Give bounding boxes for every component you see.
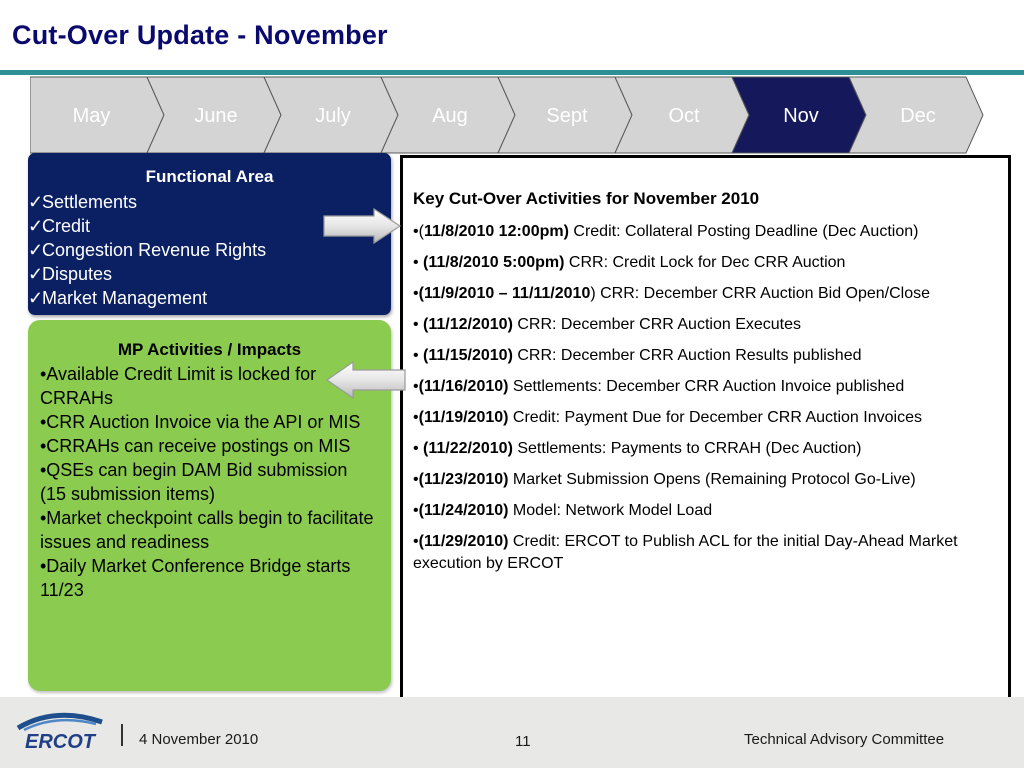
page-title: Cut-Over Update - November bbox=[12, 20, 388, 50]
key-activity-bullet: • bbox=[413, 347, 424, 364]
checkmark-icon: ✓ bbox=[28, 216, 44, 236]
mp-activity-item: •QSEs can begin DAM Bid submission (15 submission items) bbox=[40, 460, 348, 504]
functional-area-item bbox=[28, 286, 391, 310]
key-activity-date: (11/9/2010 – 11/11/2010 bbox=[418, 285, 591, 302]
key-activity-text: Settlements: December CRR Auction Invoice published bbox=[508, 378, 905, 395]
key-activity-text: Market Submission Opens (Remaining Protocol Go-Live) bbox=[508, 471, 916, 488]
key-activity-item bbox=[413, 221, 1005, 243]
key-activity-date: (11/16/2010) bbox=[418, 378, 509, 395]
timeline-month-label: Nov bbox=[783, 105, 819, 127]
key-activity-date: (11/22/2010) bbox=[423, 440, 513, 457]
key-activity-bullet: • bbox=[413, 285, 419, 302]
key-activity-item bbox=[413, 438, 1005, 460]
key-activity-date: (11/15/2010) bbox=[423, 347, 513, 364]
checkmark-icon: ✓ bbox=[28, 264, 44, 284]
key-activity-bullet: • bbox=[413, 409, 419, 426]
month-timeline-chevrons bbox=[30, 76, 1005, 154]
timeline-month-label: Oct bbox=[668, 105, 700, 127]
key-activity-bullet: • bbox=[413, 502, 419, 519]
functional-area-item bbox=[28, 262, 391, 286]
mp-activities-heading: MP Activities / Impacts bbox=[117, 340, 302, 359]
key-activity-text: Model: Network Model Load bbox=[508, 502, 713, 519]
timeline-month-label: Aug bbox=[432, 105, 468, 127]
key-activity-text: Credit: Collateral Posting Deadline (Dec Auction) bbox=[568, 223, 919, 240]
checkmark-icon: ✓ bbox=[28, 240, 44, 260]
timeline-month-label: Dec bbox=[900, 105, 936, 127]
key-activity-bullet: • bbox=[413, 378, 419, 395]
key-activities-list bbox=[413, 221, 1005, 584]
timeline-month-label: June bbox=[194, 105, 238, 127]
checkmark-icon: ✓ bbox=[28, 288, 44, 308]
right-arrow-icon bbox=[322, 207, 402, 245]
key-activities-box bbox=[400, 155, 1011, 702]
functional-area-item-label: Credit bbox=[42, 216, 91, 236]
key-activities-heading: Key Cut-Over Activities for November 2010 bbox=[413, 189, 760, 208]
key-activity-item bbox=[413, 531, 1005, 575]
checkmark-icon: ✓ bbox=[28, 192, 44, 212]
key-activity-text: CRR: December CRR Auction Executes bbox=[512, 316, 802, 333]
timeline-month-label: July bbox=[315, 105, 351, 127]
key-activity-bullet: • bbox=[413, 316, 424, 333]
key-activity-date: (11/23/2010) bbox=[418, 471, 509, 488]
mp-activity-item: •Daily Market Conference Bridge starts 11/23 bbox=[40, 556, 351, 600]
key-activity-text: Settlements: Payments to CRRAH (Dec Auction) bbox=[512, 440, 862, 457]
key-activity-item bbox=[413, 283, 1005, 305]
key-activity-text: CRR: December CRR Auction Results published bbox=[512, 347, 862, 364]
left-arrow-icon bbox=[325, 360, 407, 400]
key-activity-date: (11/12/2010) bbox=[423, 316, 513, 333]
footer-separator bbox=[121, 724, 123, 746]
key-activity-date: (11/29/2010) bbox=[418, 533, 509, 550]
key-activity-date: (11/8/2010 5:00pm) bbox=[423, 254, 565, 271]
mp-activity-item: •CRRAHs can receive postings on MIS bbox=[40, 436, 351, 456]
key-activity-bullet: •( bbox=[413, 223, 424, 240]
functional-area-item-label: Disputes bbox=[42, 264, 113, 284]
key-activity-bullet: • bbox=[413, 440, 424, 457]
key-activity-item bbox=[413, 376, 1005, 398]
functional-area-item-label: Market Management bbox=[42, 288, 208, 308]
key-activity-date: (11/24/2010) bbox=[418, 502, 509, 519]
mp-activity-item: •Market checkpoint calls begin to facilitate issues and readiness bbox=[40, 508, 374, 552]
functional-area-heading: Functional Area bbox=[145, 167, 274, 186]
key-activity-bullet: • bbox=[413, 471, 419, 488]
ercot-logo-text: ERCOT bbox=[25, 731, 95, 753]
ercot-logo bbox=[10, 708, 110, 754]
footer-date: 4 November 2010 bbox=[139, 731, 259, 748]
key-activity-date: (11/19/2010) bbox=[418, 409, 509, 426]
functional-area-item-label: Congestion Revenue Rights bbox=[42, 240, 267, 260]
functional-area-item-label: Settlements bbox=[42, 192, 138, 212]
key-activity-item bbox=[413, 345, 1005, 367]
key-activity-text: CRR: Credit Lock for Dec CRR Auction bbox=[564, 254, 846, 271]
key-activity-bullet: • bbox=[413, 533, 419, 550]
footer-committee: Technical Advisory Committee bbox=[744, 731, 945, 748]
key-activity-item bbox=[413, 252, 1005, 274]
key-activity-item bbox=[413, 407, 1005, 429]
key-activity-item bbox=[413, 314, 1005, 336]
mp-activity-item: •Available Credit Limit is locked for CRRAHs bbox=[40, 364, 317, 408]
timeline-month-label: Sept bbox=[546, 105, 588, 127]
mp-activity-item: •CRR Auction Invoice via the API or MIS bbox=[40, 412, 361, 432]
key-activity-date: 11/8/2010 12:00pm) bbox=[423, 223, 569, 240]
key-activity-text: Credit: ERCOT to Publish ACL for the initial Day-Ahead Market execution by ERCOT bbox=[413, 533, 958, 572]
key-activity-item bbox=[413, 500, 1005, 522]
month-timeline bbox=[30, 76, 1005, 159]
key-activity-bullet: • bbox=[413, 254, 424, 271]
title-divider bbox=[0, 70, 1024, 75]
timeline-month-label: May bbox=[72, 105, 111, 127]
key-activity-item bbox=[413, 469, 1005, 491]
page-number: 11 bbox=[515, 733, 531, 750]
key-activity-text: ) CRR: December CRR Auction Bid Open/Close bbox=[590, 285, 931, 302]
key-activity-text: Credit: Payment Due for December CRR Auction Invoices bbox=[508, 409, 922, 426]
